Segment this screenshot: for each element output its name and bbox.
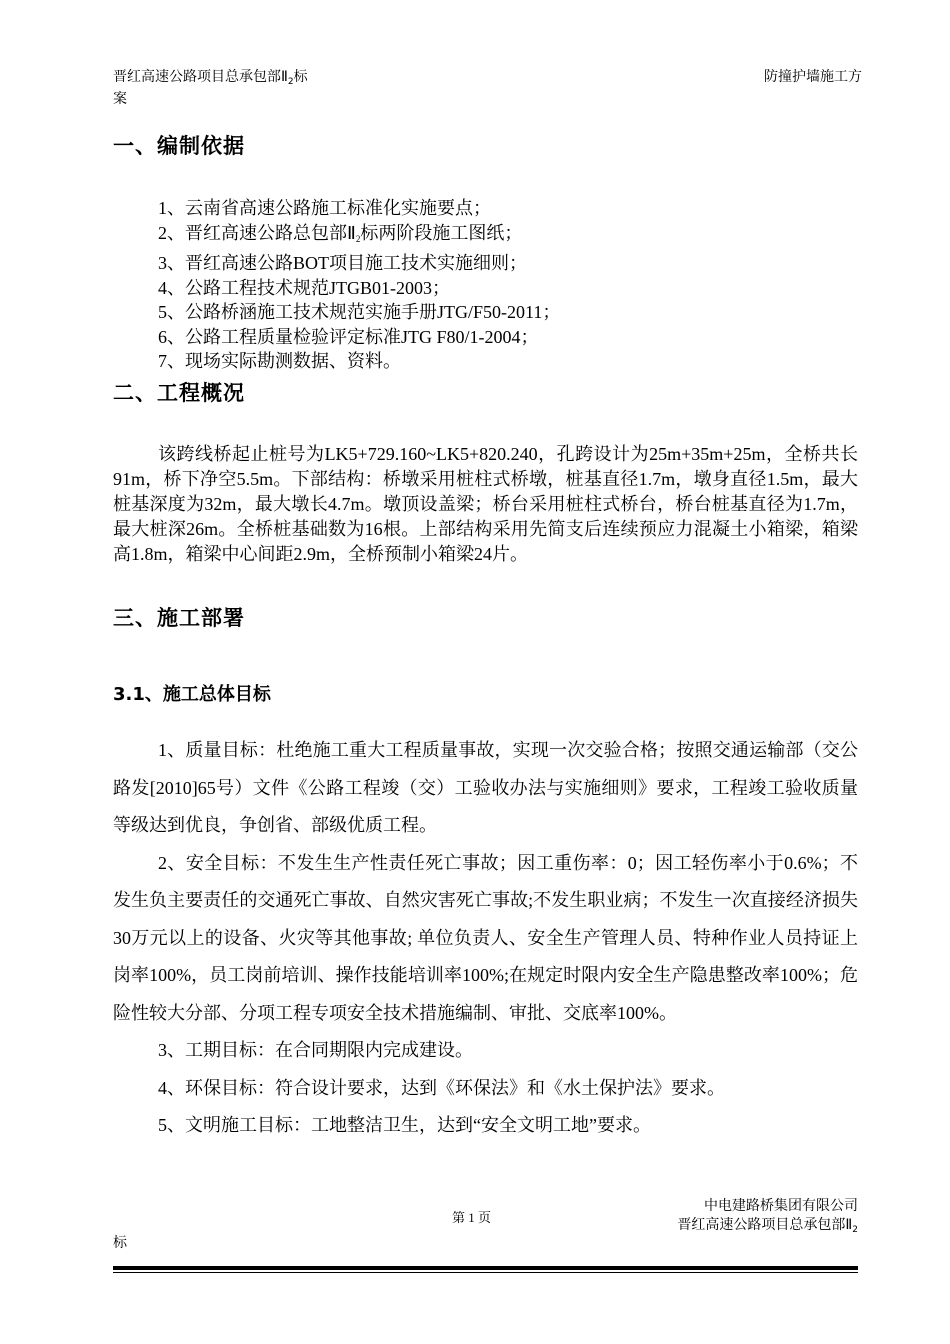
header-document-title: 防撞护墙施工方	[764, 69, 862, 85]
header-wrap-text: 案	[113, 91, 127, 107]
footer-rule-thin	[113, 1272, 858, 1273]
footer-project	[677, 1216, 858, 1240]
list-item: 1、云南省高速公路施工标准化实施要点；	[158, 198, 491, 218]
header-subscript: 2	[287, 77, 294, 87]
footer-wrap-text: 标	[113, 1235, 127, 1251]
list-item: 3、晋红高速公路BOT项目施工技术实施细则；	[158, 253, 527, 273]
section-heading-basis: 一、编制依据	[113, 134, 245, 158]
list-item	[158, 221, 858, 252]
footer-rule-thick	[113, 1266, 858, 1270]
basis-list	[158, 196, 858, 374]
section-heading-deployment: 三、施工部署	[113, 606, 245, 630]
goal-schedule: 3、工期目标：在合同期限内完成建设。	[158, 1040, 473, 1060]
goals-list	[113, 732, 858, 1145]
goal-environment: 4、环保目标：符合设计要求，达到《环保法》和《水土保护法》要求。	[158, 1077, 725, 1098]
list-item: 7、现场实际勘测数据、资料。	[158, 351, 401, 371]
footer-company: 中电建路桥集团有限公司	[704, 1198, 858, 1214]
list-item-subscript: 2	[355, 233, 361, 244]
goal-safety: 2、安全目标：不发生生产性责任死亡事故；因工重伤率：0；因工轻伤率小于0.6%；不发生负主要责任的交通死亡事故、自然灾害死亡事故;不发生职业病；不发生一次直接经济损失30万元以上的设备、火灾等其他事故; 单位负责人、安全生产管理人员、特种作业人员持证上岗率100%，员工岗前培训、操作技能培训率100%;在规定时限内安全生产隐患整改率100%；危险性较大分部、分项工程专项安全技术措施编制、审批、交底率100%。	[113, 852, 858, 1023]
list-item: 5、公路桥涵施工技术规范实施手册JTG/F50-2011；	[158, 302, 561, 322]
list-item-text: 2、晋红高速公路总包部Ⅱ	[158, 222, 356, 243]
overview-paragraph: 该跨线桥起止桩号为LK5+729.160~LK5+820.240，孔跨设计为25m+35m+25m，全桥共长91m，桥下净空5.5m。下部结构：桥墩采用桩柱式桥墩，桩基直径1.7m，墩身直径1.5m，最大桩基深度为32m，最大墩长4.7m。墩顶设盖梁；桥台采用桩柱式桥台，桥台桩基直径为1.7m，最大桩深26m。全桥桩基础数为16根。上部结构采用先简支后连续预应力混凝土小箱梁，箱梁高1.8m，箱梁中心间距2.9m，全桥预制小箱梁24片。	[113, 444, 858, 564]
header-left	[113, 69, 413, 108]
header-project-suffix: 标	[293, 69, 308, 85]
footer-subscript: 2	[852, 1225, 858, 1235]
list-item: 4、公路工程技术规范JTGB01-2003；	[158, 277, 450, 298]
header-project-name: 晋红高速公路项目总承包部Ⅱ	[113, 69, 288, 85]
subsection-heading-goals: 3.1、施工总体目标	[113, 684, 271, 705]
list-item: 6、公路工程质量检验评定标准JTG F80/1-2004；	[158, 326, 539, 347]
section-heading-overview: 二、工程概况	[113, 381, 245, 405]
footer-project-name: 晋红高速公路项目总承包部Ⅱ	[677, 1217, 853, 1233]
page-number: 第 1 页	[452, 1210, 492, 1225]
footer-organization	[677, 1197, 858, 1240]
goal-quality: 1、质量目标：杜绝施工重大工程质量事故，实现一次交验合格；按照交通运输部（交公路发[2010]65号）文件《公路工程竣（交）工验收办法与实施细则》要求，工程竣工验收质量等级达到优良，争创省、部级优质工程。	[113, 740, 858, 835]
goal-civilized-construction: 5、文明施工目标：工地整洁卫生，达到“安全文明工地”要求。	[158, 1115, 651, 1135]
list-item-suffix: 标两阶段施工图纸；	[360, 222, 523, 243]
